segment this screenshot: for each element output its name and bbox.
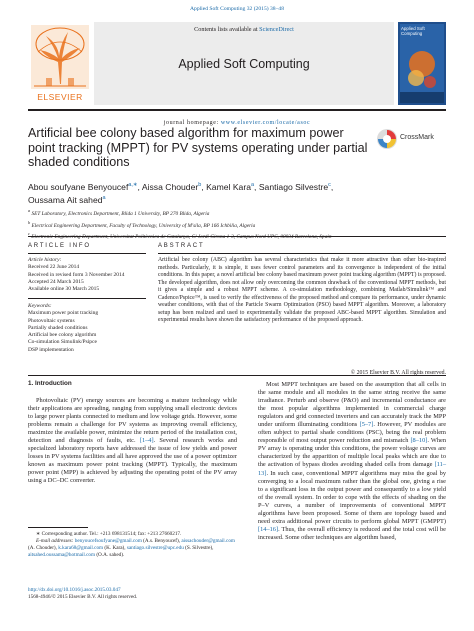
email-link[interactable]: aitsahed.oussama@hotmail.com <box>28 551 96 558</box>
keyword: DSP implementation <box>28 346 74 353</box>
history-item: Received 22 June 2014 <box>28 264 80 271</box>
keyword: Photovoltaic systems <box>28 317 75 324</box>
author[interactable]: Oussama Ait sahed$^a$ <box>28 194 106 205</box>
author[interactable]: Abou soufyane Benyoucef$^{a,∗}$, <box>28 181 142 192</box>
intro-text: Photovoltaic (PV) energy sources are becoming a mature technology while their applications are spreading, ranging from supplying small electronic devices to large power plants connected to medium and low voltage grids. However, some problems remain a challenge for PV systems as improving overall efficiency, maximize the available power, minimize the return period of the installation cost, detection and diagnosis of faults, etc. <box>28 397 237 445</box>
keyword: Artificial bee colony algorithm <box>28 332 97 339</box>
email-link[interactable]: santiago.silvestre@upc.edu <box>126 544 184 551</box>
citation-link[interactable]: [5–7] <box>359 421 374 429</box>
crossmark-icon <box>376 128 398 150</box>
citation-link[interactable]: [8–10] <box>410 437 428 445</box>
sciencedirect-link[interactable]: ScienceDirect <box>259 26 294 33</box>
introduction-heading: 1. Introduction <box>28 380 72 387</box>
issn-line: 1568-4946/© 2015 Elsevier B.V. All rights reserved. <box>28 593 138 600</box>
section-rule <box>28 236 446 237</box>
crossmark-badge[interactable] <box>376 128 446 150</box>
journal-reference[interactable]: Applied Soft Computing 32 (2015) 38–48 <box>189 6 284 12</box>
footnote-contact: ∗ Corresponding author. Tel.: +213 698131514; fax: +213 27660217. <box>36 531 182 537</box>
footnote-rule <box>28 527 88 528</box>
email-link[interactable]: aissachouder@gmail.com <box>181 537 235 544</box>
footnote-emails: E-mail addresses: benyoucefsoufyane@gmail.com (A.s. Benyoucef), aissachouder@gmail.com (A. Chouder), k.kara68@gmail.com (K. Kara), santiago.silvestre@upc.edu (S. Silvestre), aitsahed.oussama@hotmail.com (O.A. sahed). <box>28 537 235 558</box>
citation-link[interactable]: [11–13] <box>258 461 446 477</box>
abstract-heading: ABSTRACT <box>158 243 205 249</box>
abstract-text: Artificial bee colony (ABC) algorithm has several characteristics that make it more attractive than other bio-inspired methods. Particularly, it is simple, it uses fewer control parameters and its convergence is independent of the initial conditions. In this paper, a novel artificial bee colony based maximum power point tracking algorithm (MPPT) is proposed. The developed algorithm, does not allow only overcoming the common drawback of the conventional MPPT methods, but it gives a simple and a robust MPPT scheme. A co-simulation methodology, combining Matlab/Simulink™ and Cadence/Pspice™, is used to verify the effectiveness of the proposed method and compare its performance, under dynamic weather conditions, with that of the Particle Swarm Optimization (PSO) based MPPT algorithm. Moreover, a laboratory setup has been realized and used to experimentally validate the proposed ABC-based MPPT algorithm. Simulation and experimental results have shown the satisfactory performance of the proposed approach. <box>158 257 446 324</box>
affiliation: $^a$ SET Laboratory, Electronics Department, Blida 1 University, BP 270 Blida, Algeria <box>28 208 210 217</box>
intro-text: . However, PV modules are often subject to partial shade conditions (PSC), being the real problem responsible of most output power reduction and mismatch <box>258 421 447 445</box>
journal-cover <box>398 22 446 105</box>
intro-text: . Several research works and specialized laboratory reports have addressed the issue of low yields and power losses in PV systems facilities and all have approved the use of a power optimizer known as maximum power point tracking (MPPT). Typically, the maximum power point (MPP) is achieved by adjusting the operating point of the PV array using a DC–DC converter. <box>28 437 238 485</box>
history-item: Available online 30 March 2015 <box>28 286 100 293</box>
homepage-prefix: journal homepage: <box>163 120 221 126</box>
authors-list <box>28 180 448 206</box>
keywords-rule <box>28 298 146 299</box>
keyword: Maximum power point tracking <box>28 310 99 317</box>
crossmark-label: CrossMark <box>400 134 434 141</box>
author[interactable]: Kamel Kara$^a$, <box>206 181 259 192</box>
article-title: Artificial bee colony based algorithm for maximum power point tracking (MPPT) for PV systems operating under partial shaded conditions <box>28 126 368 169</box>
citation-link[interactable]: [14–16] <box>258 525 279 533</box>
citation-link[interactable]: [1–4] <box>139 437 154 445</box>
publisher-name: ELSEVIER <box>37 92 83 102</box>
email-link[interactable]: benyoucefsoufyane@gmail.com <box>74 537 142 544</box>
email-link[interactable]: k.kara68@gmail.com <box>58 544 104 551</box>
intro-text: . In such case, conventional MPPT algorithms may miss the goal by converging to a local maximum rather than the global one, giving a rise to a significant loss in the output power and consequently to a low yield of the overall system. In order to cope with the effects of shading on the P–V curves, a number of improvements of conventional MPPT algorithms have been proposed. Some of them are topology based and need extra additional power circuits to perform global MPPT (GMPPT) <box>258 469 446 525</box>
author[interactable]: Santiago Silvestre$^c$, <box>258 181 334 192</box>
doi-link[interactable]: http://dx.doi.org/10.1016/j.asoc.2015.03.047 <box>28 587 121 593</box>
history-item: Received in revised form 3 November 2014 <box>28 271 125 278</box>
history-item: Accepted 24 March 2015 <box>28 278 84 285</box>
corresponding-author-footnote <box>28 531 237 559</box>
header-rule <box>28 109 446 111</box>
keywords <box>28 303 146 354</box>
article-info-rule <box>28 253 146 254</box>
keyword: Co-simulation Simulink/Psipce <box>28 339 97 346</box>
history-label: Article history: <box>28 257 62 263</box>
elsevier-logo <box>28 22 92 105</box>
copyright-notice: © 2015 Elsevier B.V. All rights reserved. <box>350 370 446 376</box>
keyword: Partially shaded conditions <box>28 324 88 331</box>
intro-text: . When PV array is operating under this conditions, the power voltage curves are characterized by the apparition of multiple local peaks which are due to the activation of bypass diodes avoiding shaded cells from damage <box>258 437 446 469</box>
introduction-column-2 <box>258 381 446 542</box>
contents-prefix: Contents lists available at <box>194 26 260 33</box>
abstract-bottom-rule <box>28 375 446 376</box>
journal-title: Applied Soft Computing <box>178 57 310 71</box>
affiliation: $^b$ Electrical Engineering Department, Faculty of Technology, University of M'sila, BP 166 Ichbilia, Algeria <box>28 219 256 229</box>
article-history <box>28 257 146 293</box>
contents-line <box>94 26 394 33</box>
introduction-column-1 <box>28 397 237 486</box>
author[interactable]: Aissa Chouder$^b$, <box>141 181 207 192</box>
article-info-heading: ARTICLE INFO <box>28 243 91 249</box>
affiliation: $^c$ Electronic Engineering Department, Universitat Politècnica de Catalunya, C/ Jordi Girona 1-3, Campus Nord UPC, 08034 Barcelona, Spain <box>28 231 332 240</box>
keywords-label: Keywords: <box>28 303 52 309</box>
cover-title: Applied Soft Computing <box>401 26 425 36</box>
doi-block <box>28 587 237 601</box>
intro-text: Most MPPT techniques are based on the assumption that all cells in the same module and all modules in the same string receive the same irradiance. Perturb and observe (P&O) and incremental conductance are the most popular algorithms implemented in commercial charge regulators and grid connected inverters and can accurately track the MPP under uniform illuminating conditions <box>258 381 446 429</box>
journal-header <box>28 22 446 126</box>
abstract-rule <box>158 253 446 254</box>
intro-text: . Thus, the overall efficiency is reduced and the total cost will be increased. Some other techniques are algorithm based, <box>258 525 446 541</box>
header-center <box>94 22 394 105</box>
homepage-link[interactable]: www.elsevier.com/locate/asoc <box>220 120 311 126</box>
